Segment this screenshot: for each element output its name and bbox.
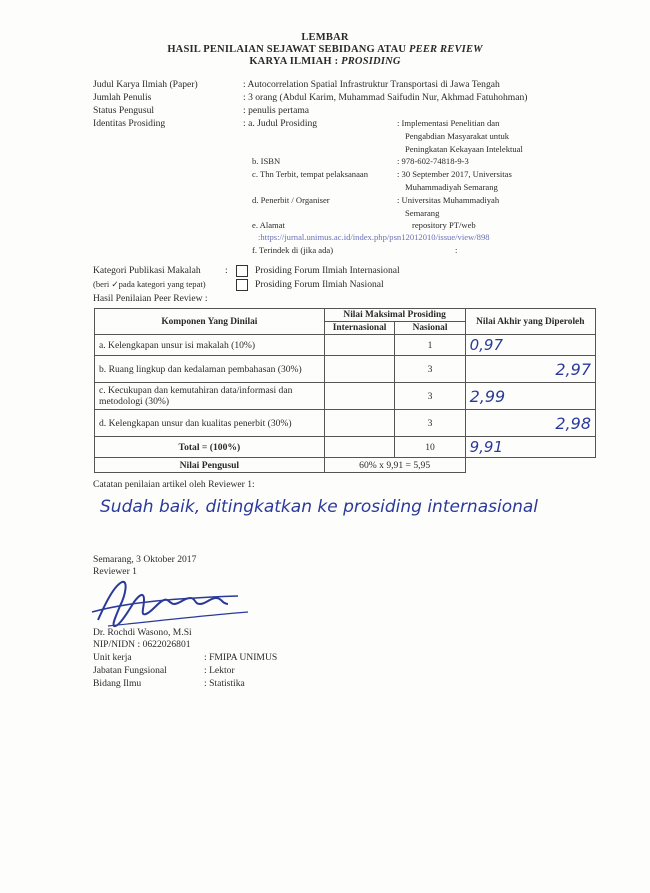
total-nilai-akhir: 9,91 [465,437,595,458]
row-nilai-akhir: 2,98 [465,410,595,437]
status-value: : penulis pertama [243,105,310,116]
jabatan-label: Jabatan Fungsional [93,665,167,676]
alamat-value: repository PT/web [412,220,476,230]
kategori-nasional-label: Prosiding Forum Ilmiah Nasional [255,279,384,290]
total-nasional: 10 [395,437,465,458]
header-title-text: HASIL PENILAIAN SEJAWAT SEBIDANG ATAU [167,44,409,55]
header-lembar: LEMBAR [301,32,349,43]
row-internasional [324,410,395,437]
unit-value: : FMIPA UNIMUS [204,652,278,663]
tahun-terbit-label: c. Thn Terbit, tempat pelaksanaan [252,169,369,179]
col-internasional: Internasional [324,322,395,335]
table-row [95,356,596,383]
repository-link[interactable]: :https://jurnal.unimus.ac.id/index.php/psn12012010/issue/view/898 [258,232,490,242]
reviewer-name: Dr. Rochdi Wasono, M.Si [93,627,192,638]
pengusul-empty [465,458,595,473]
col-nasional: Nasional [395,322,465,335]
tahun-terbit-value-2: Muhammadiyah Semarang [405,182,498,192]
total-row [95,437,596,458]
row-internasional [324,335,395,356]
reviewer-label: Reviewer 1 [93,566,137,577]
kategori-label: Kategori Publikasi Makalah [93,265,201,276]
pengusul-value: 60% x 9,91 = 5,95 [324,458,465,473]
row-label: c. Kecukupan dan kemutahiran data/informasi dan metodologi (30%) [95,383,325,410]
row-nasional: 3 [395,356,465,383]
penerbit-label: d. Penerbit / Organiser [252,195,330,205]
reviewer-nip: NIP/NIDN : 0622026801 [93,639,191,650]
alamat-label: e. Alamat [252,220,285,230]
kategori-nasional-checkbox[interactable] [236,279,248,291]
tahun-terbit-value-1: : 30 September 2017, Universitas [397,169,512,179]
row-nilai-akhir: 2,97 [465,356,595,383]
col-komponen: Komponen Yang Dinilai [95,309,325,335]
catatan-label: Catatan penilaian artikel oleh Reviewer 1: [93,479,255,490]
kategori-internasional-checkbox[interactable] [236,265,248,277]
row-nilai-akhir: 0,97 [465,335,595,356]
total-label: Total = (100%) [95,437,325,458]
table-row [95,335,596,356]
row-nilai-akhir: 2,99 [465,383,595,410]
kategori-colon: : [225,265,228,276]
pengusul-row [95,458,596,473]
pengusul-label: Nilai Pengusul [95,458,325,473]
bidang-label: Bidang Ilmu [93,678,142,689]
jabatan-value: : Lektor [204,665,235,676]
row-internasional [324,383,395,410]
total-internasional [324,437,395,458]
table-row [95,410,596,437]
row-nasional: 3 [395,383,465,410]
judul-prosiding-value-2: Pengabdian Masyarakat untuk [405,131,510,141]
header-subtitle [0,56,650,67]
catatan-text: Sudah baik, ditingkatkan ke prosiding internasional [100,497,539,517]
col-nilai-maksimal: Nilai Maksimal Prosiding [324,309,465,322]
status-label: Status Pengusul [93,105,155,116]
unit-label: Unit kerja [93,652,132,663]
jumlah-value: : 3 orang (Abdul Karim, Muhammad Saifudin Nur, Akhmad Fatuhohman) [243,92,528,103]
row-label: a. Kelengkapan unsur isi makalah (10%) [95,335,325,356]
penerbit-value-1: : Universitas Muhammadiyah [397,195,500,205]
bidang-value: : Statistika [204,678,245,689]
terindek-label: f. Terindek di (jika ada) [252,245,334,255]
judul-prosiding-value-3: Peningkatan Kekayaan Intelektual [405,144,523,154]
judul-label: Judul Karya Ilmiah (Paper) [93,79,198,90]
reviewer-signature [88,572,258,634]
row-internasional [324,356,395,383]
judul-prosiding-value-1: : Implementasi Penelitian dan [397,118,500,128]
penerbit-value-2: Semarang [405,208,440,218]
identitas-label: Identitas Prosiding [93,118,166,129]
judul-prosiding-label: : a. Judul Prosiding [243,118,318,129]
table-row [95,383,596,410]
row-nasional: 3 [395,410,465,437]
header-subtitle-text: KARYA ILMIAH : [249,56,342,67]
terindek-value: : [455,245,458,255]
judul-value: : Autocorrelation Spatial Infrastruktur Transportasi di Jawa Tengah [243,79,500,90]
col-nilai-akhir: Nilai Akhir yang Diperoleh [465,309,595,335]
header-title-italic: PEER REVIEW [409,44,483,55]
isbn-value: : 978-602-74818-9-3 [397,156,469,166]
hasil-penilaian-label: Hasil Penilaian Peer Review : [93,293,208,304]
kategori-internasional-label: Prosiding Forum Ilmiah Internasional [255,265,400,276]
row-nasional: 1 [395,335,465,356]
isbn-label: b. ISBN [252,156,281,166]
header-subtitle-italic: PROSIDING [341,56,401,67]
place-date: Semarang, 3 Oktober 2017 [93,554,197,565]
header-title [0,44,650,55]
evaluation-table [94,308,596,473]
row-label: b. Ruang lingkup dan kedalaman pembahasan (30%) [95,356,325,383]
row-label: d. Kelengkapan unsur dan kualitas penerbit (30%) [95,410,325,437]
kategori-note: (beri ✓pada kategori yang tepat) [93,279,206,289]
jumlah-label: Jumlah Penulis [93,92,152,103]
